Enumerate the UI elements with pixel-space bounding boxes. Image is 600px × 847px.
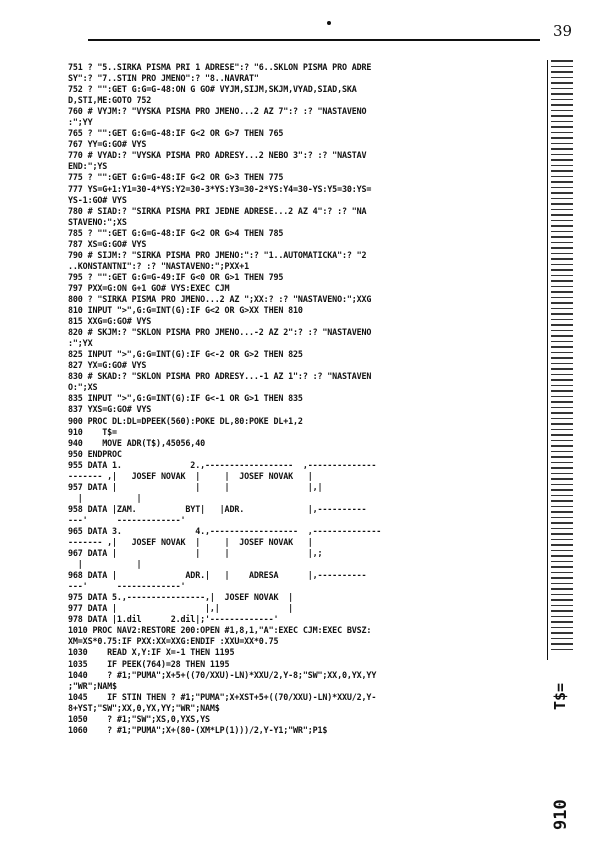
code-line: | | bbox=[68, 492, 142, 503]
code-line: ..KONSTANTNI":? :? "NASTAVENO:";PXX+1 bbox=[68, 260, 250, 271]
program-listing bbox=[68, 62, 545, 782]
code-line: ------- ,| JOSEF NOVAK | | JOSEF NOVAK | bbox=[68, 470, 313, 481]
code-line: 767 YY=G:GO# VYS bbox=[68, 139, 147, 150]
code-line: SY":? "7..STIN PRO JMENO":? "8..NAVRAT" bbox=[68, 73, 259, 84]
code-line: 777 YS=G+1:Y1=30-4*YS:Y2=30-3*YS:Y3=30-2*YS:Y4=30-YS:Y5=30:YS= bbox=[68, 183, 372, 194]
code-line: ;"WR";NAM$ bbox=[68, 680, 117, 691]
page-dot bbox=[327, 21, 331, 25]
code-line: XM=XS*0.75:IF PXX:XX=XXG:ENDIF :XXU=XX*0.75 bbox=[68, 636, 279, 647]
code-line: D,STI,ME:GOTO 752 bbox=[68, 95, 152, 106]
code-line: 1030 READ X,Y:IF X=-1 THEN 1195 bbox=[68, 647, 235, 658]
code-line: 797 PXX=G:ON G+1 GO# VYS:EXEC CJM bbox=[68, 282, 230, 293]
code-line: 785 ? "":GET G:G=G-48:IF G<2 OR G>4 THEN 785 bbox=[68, 227, 284, 238]
code-line: 978 DATA |1.dil 2.dil|;'-------------' bbox=[68, 614, 279, 625]
code-line: 977 DATA | |,| | bbox=[68, 603, 294, 614]
code-line: 770 # VYAD:? "VYSKA PISMA PRO ADRESY...2 NEBO 3":? :? "NASTAV bbox=[68, 150, 367, 161]
code-line: 760 # VYJM:? "VYSKA PISMA PRO JMENO...2 AZ 7":? :? "NASTAVENO bbox=[68, 106, 367, 117]
code-line: 940 MOVE ADR(T$),45056,40 bbox=[68, 437, 205, 448]
code-line: END:";YS bbox=[68, 161, 108, 172]
code-line: 1010 PROC NAV2:RESTORE 200:OPEN #1,8,1,"A":EXEC CJM:EXEC BVSZ: bbox=[68, 625, 372, 636]
margin-label-top: T$= bbox=[551, 682, 569, 710]
code-line: :";YX bbox=[68, 338, 93, 349]
code-line: YS-1:GO# VYS bbox=[68, 194, 127, 205]
code-line: 968 DATA | ADR.| | ADRESA |,---------- bbox=[68, 570, 367, 581]
code-line: 810 INPUT ">",G:G=INT(G):IF G<2 OR G>XX THEN 810 bbox=[68, 305, 303, 316]
code-line: 800 ? "SIRKA PISMA PRO JMENO...2 AZ ";XX:? :? "NASTAVENO:";XXG bbox=[68, 293, 372, 304]
code-line: 837 YXS=G:GO# VYS bbox=[68, 404, 152, 415]
code-line: ------- ,| JOSEF NOVAK | | JOSEF NOVAK | bbox=[68, 537, 313, 548]
code-line: 900 PROC DL:DL=DPEEK(560):POKE DL,80:POKE DL+1,2 bbox=[68, 415, 303, 426]
code-line: 825 INPUT ">",G:G=INT(G):IF G<-2 OR G>2 THEN 825 bbox=[68, 349, 303, 360]
code-line: | | bbox=[68, 559, 142, 570]
code-line: 765 ? "":GET G:G=G-48:IF G<2 OR G>7 THEN 765 bbox=[68, 128, 284, 139]
code-line: 955 DATA 1. 2.,------------------ ,-------------- bbox=[68, 459, 377, 470]
code-line: 1060 ? #1;"PUMA";X+(80-(XM*LP(1)))/2,Y-Y1;"WR";P1$ bbox=[68, 724, 328, 735]
code-line: ---' -------------' bbox=[68, 514, 186, 525]
code-line: 967 DATA | | | |,; bbox=[68, 548, 323, 559]
code-line: 835 INPUT ">",G:G=INT(G):IF G<-1 OR G>1 THEN 835 bbox=[68, 393, 303, 404]
code-line: 957 DATA | | | |,| bbox=[68, 481, 323, 492]
header-rule bbox=[88, 39, 540, 41]
code-line: 8+YST;"SW";XX,0,YX,YY;"WR";NAM$ bbox=[68, 702, 220, 713]
code-line: 752 ? "":GET G:G=G-48:ON G GO# VYJM,SIJM,SKJM,VYAD,SIAD,SKA bbox=[68, 84, 357, 95]
code-line: 1035 IF PEEK(764)=28 THEN 1195 bbox=[68, 658, 230, 669]
code-line: 975 DATA 5.,----------------,| JOSEF NOVAK | bbox=[68, 592, 294, 603]
code-line: 820 # SKJM:? "SKLON PISMA PRO JMENO...-2 AZ 2":? :? "NASTAVENO bbox=[68, 327, 372, 338]
code-line: 958 DATA |ZAM. BYT| |ADR. |,---------- bbox=[68, 503, 367, 514]
t-string-graphic-strip bbox=[547, 60, 576, 660]
code-line: 795 ? "":GET G:G=G-49:IF G<0 OR G>1 THEN 795 bbox=[68, 271, 284, 282]
code-line: 815 XXG=G:GO# VYS bbox=[68, 316, 152, 327]
code-line: 751 ? "5..SIRKA PISMA PRI 1 ADRESE":? "6..SKLON PISMA PRO ADRE bbox=[68, 62, 372, 72]
page-number: 39 bbox=[553, 22, 573, 40]
margin-label-bottom: 910 bbox=[551, 799, 571, 830]
code-line: 830 # SKAD:? "SKLON PISMA PRO ADRESY...-1 AZ 1":? :? "NASTAVEN bbox=[68, 371, 372, 382]
code-line: 910 T$= bbox=[68, 426, 117, 437]
code-line: STAVENO:";XS bbox=[68, 216, 127, 227]
code-line: 787 XS=G:GO# VYS bbox=[68, 238, 147, 249]
code-line: 1045 IF STIN THEN ? #1;"PUMA";X+XST+5+((70/XXU)-LN)*XXU/2,Y- bbox=[68, 691, 377, 702]
code-line: 1050 ? #1;"SW";XS,0,YXS,YS bbox=[68, 713, 210, 724]
code-line: 827 YX=G:GO# VYS bbox=[68, 360, 147, 371]
code-line: 790 # SIJM:? "SIRKA PISMA PRO JMENO:":? "1..AUTOMATICKA":? "2 bbox=[68, 249, 367, 260]
code-line: 965 DATA 3. 4.,------------------ ,-------------- bbox=[68, 525, 382, 536]
code-line: ---' -------------' bbox=[68, 581, 186, 592]
code-line: :";YY bbox=[68, 117, 93, 128]
code-line: 950 ENDPROC bbox=[68, 448, 122, 459]
code-line: 780 # SIAD:? "SIRKA PISMA PRI JEDNE ADRESE...2 AZ 4":? :? "NA bbox=[68, 205, 367, 216]
code-line: 775 ? "":GET G:G=G-48:IF G<2 OR G>3 THEN 775 bbox=[68, 172, 284, 183]
code-line: O:";XS bbox=[68, 382, 98, 393]
t-string-graphic-pattern bbox=[551, 60, 573, 650]
code-line: 1040 ? #1;"PUMA";X+5+((70/XXU)-LN)*XXU/2,Y-8;"SW";XX,0,YX,YY bbox=[68, 669, 377, 680]
